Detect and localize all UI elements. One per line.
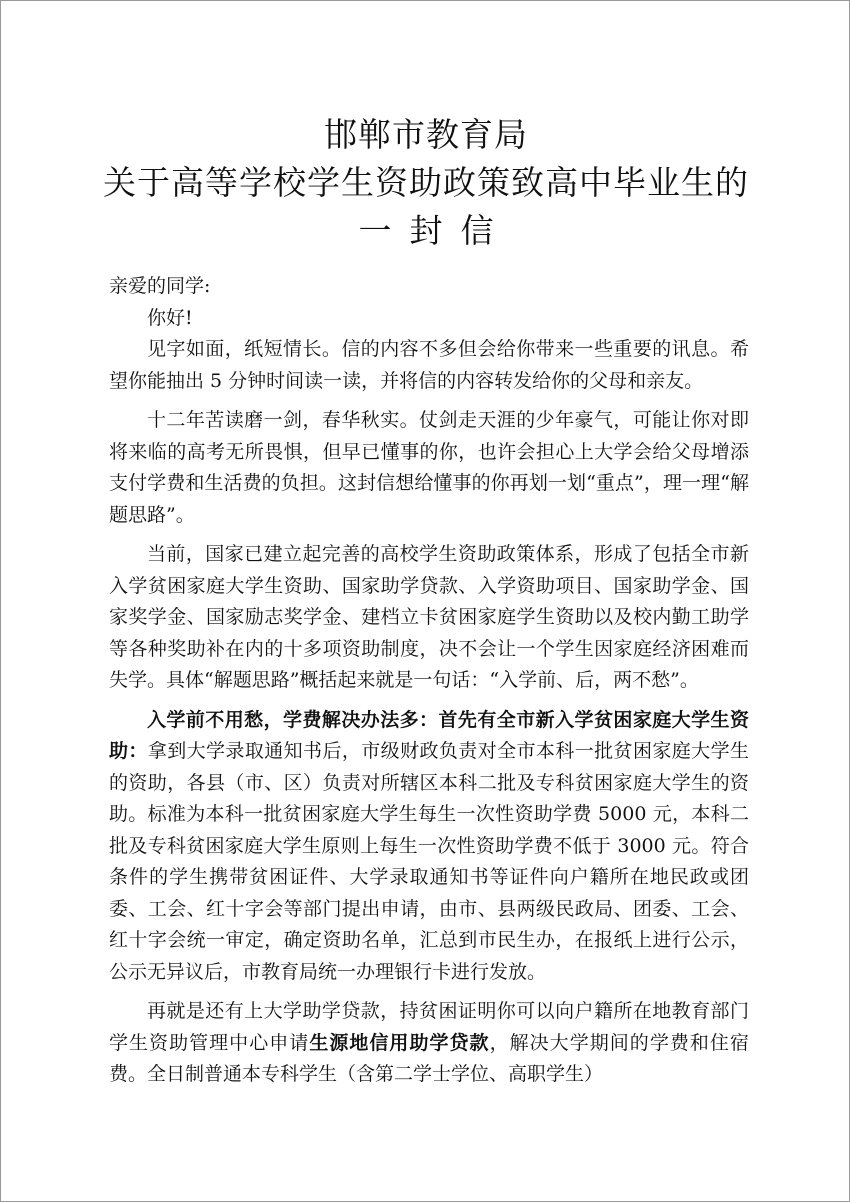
loan-text-a: 再就是还有上大学助学贷款，持贫困证明你可以向户籍所在地教育部门学生资助管理中心申请 bbox=[109, 1000, 749, 1054]
loan-text-b: ，解决大学期间的学费和住宿费。全日制普通本专科学生（含第二学士学位、高职学生） bbox=[109, 1031, 749, 1085]
title-subject: 关于高等学校学生资助政策致高中毕业生的 bbox=[103, 163, 749, 202]
title-issuer: 邯郸市教育局 bbox=[324, 115, 528, 154]
paragraph-student-loan bbox=[109, 996, 749, 1091]
paragraph-policy-system: 当前，国家已建立起完善的高校学生资助政策体系，形成了包括全市新入学贫困家庭大学生资助、国家助学贷款、入学资助项目、国家助学金、国家奖学金、国家励志奖学金、建档立卡贫困家庭学生资助以及校内勤工助学等各种奖助补在内的十多项资助制度，决不会让一个学生因家庭经济困难而失学。具体“解题思路”概括起来就是一句话：“入学前、后，两不愁”。 bbox=[109, 543, 749, 691]
title-letter: 一封信 bbox=[358, 211, 512, 250]
paragraph-pre-enrollment bbox=[109, 705, 749, 989]
greeting: 你好! bbox=[147, 306, 193, 329]
loan-highlight: 生源地信用助学贷款 bbox=[309, 1031, 490, 1054]
salutation: 亲爱的同学: bbox=[109, 275, 211, 297]
paragraph-intro: 见字如面，纸短情长。信的内容不多但会给你带来一些重要的讯息。希望你能抽出 5 分钟时间读一读，并将信的内容转发给你的父母和亲友。 bbox=[109, 338, 749, 392]
paragraph-concern: 十二年苦读磨一剑，春华秋实。仗剑走天涯的少年豪气，可能让你对即将来临的高考无所畏惧，但早已懂事的你，也许会担心上大学会给父母增添支付学费和生活费的负担。这封信想给懂事的你再划一划“重点”，理一理“解题思路”。 bbox=[109, 409, 749, 526]
letter-title bbox=[1, 111, 850, 255]
pre-enrollment-text: 拿到大学录取通知书后，市级财政负责对全市本科一批贫困家庭大学生的资助，各县（市、区）负责对所辖区本科二批及专科贫困家庭大学生的资助。标准为本科一批贫困家庭大学生每生一次性资助学费 5000 元，本科二批及专科贫困家庭大学生原则上每生一次性资助学费不低于 3000 元。符合条件的学生携带贫困证件、大学录取通知书等证件向户籍所在地民政或团委、工会、红十字会等部门提出申请，由市、县两级民政局、团委、工会、红十字会统一审定，确定资助名单，汇总到市民生办，在报纸上进行公示，公示无异议后，市教育局统一办理银行卡进行发放。 bbox=[109, 740, 749, 983]
pre-enrollment-heading: 入学前不用愁，学费解决办法多：首先有全市新入学贫困家庭大学生资助： bbox=[109, 708, 749, 762]
letter-body bbox=[109, 271, 749, 1099]
